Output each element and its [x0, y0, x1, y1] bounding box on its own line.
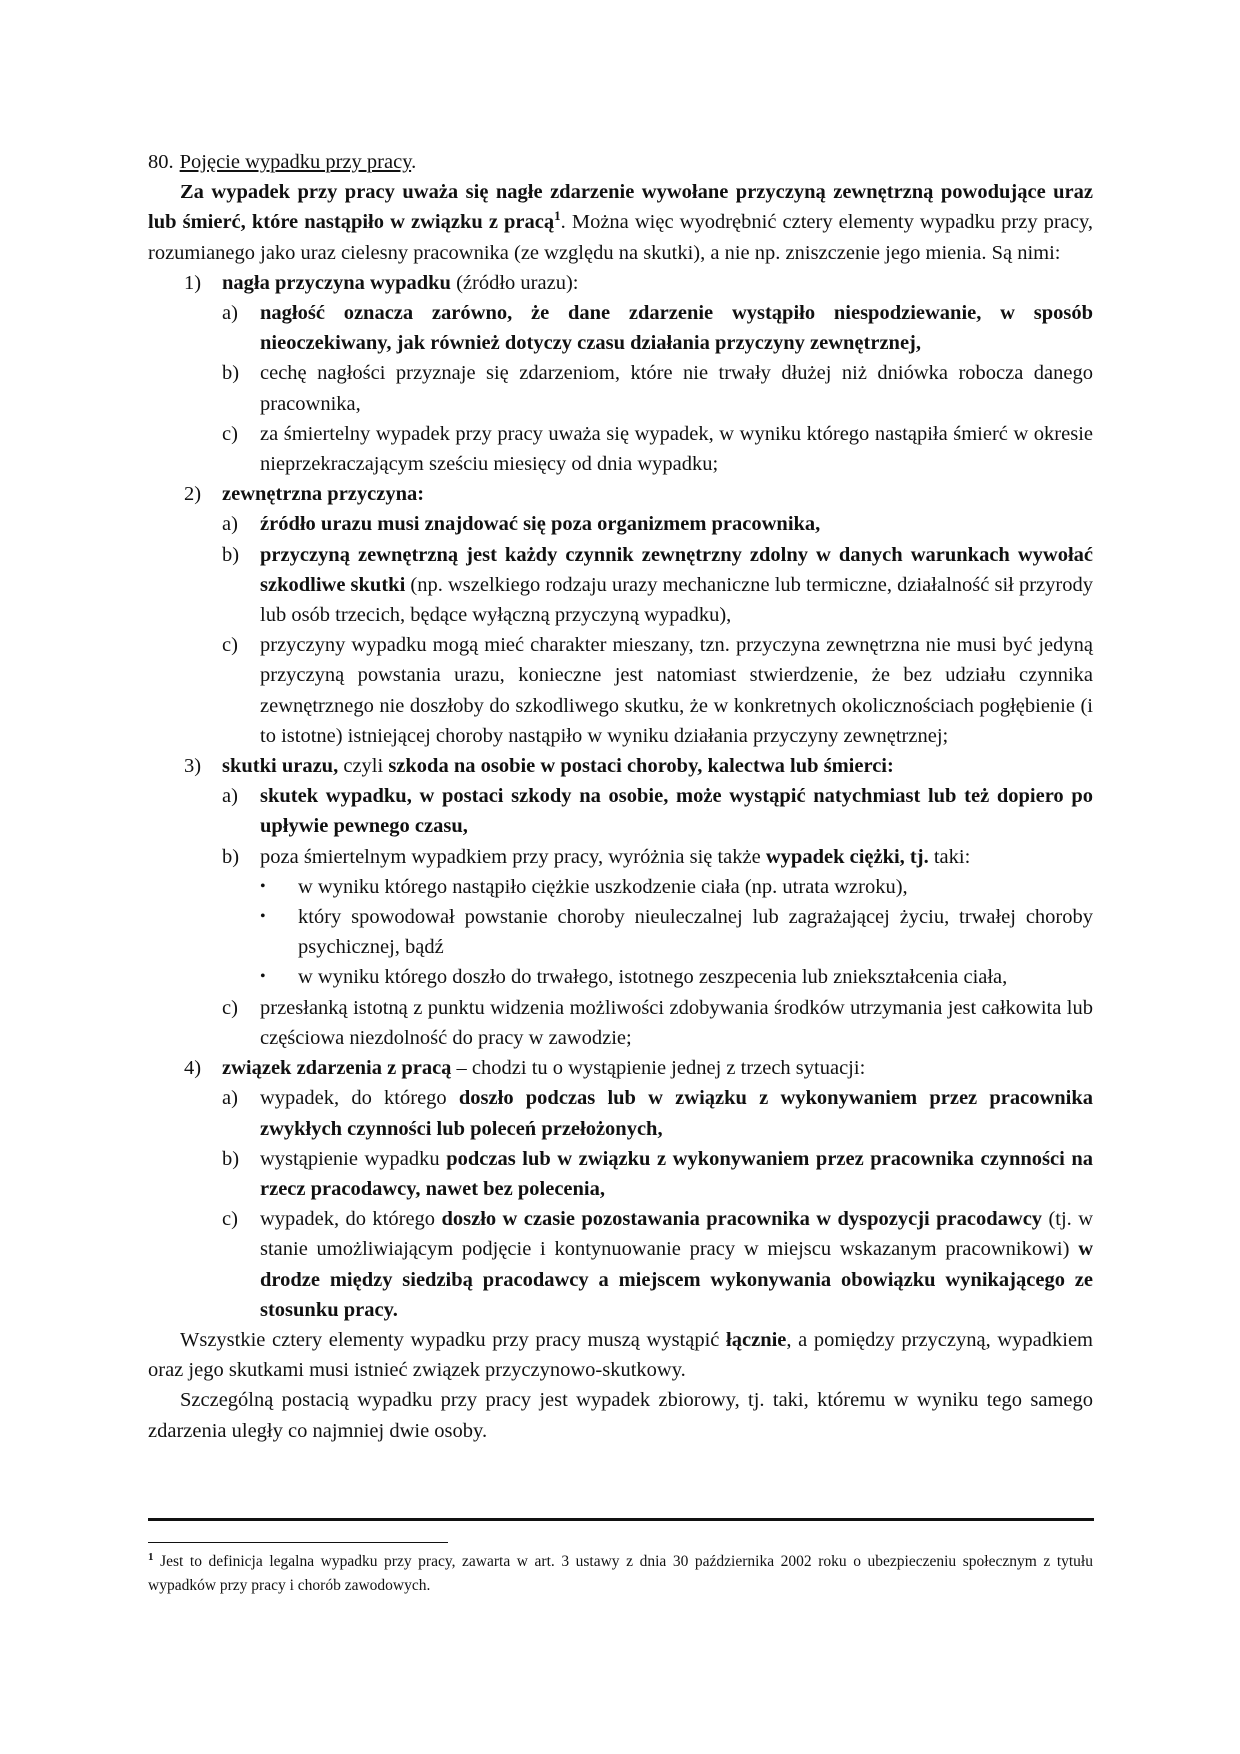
list-marker: 1): [184, 271, 202, 294]
page-divider: [148, 1518, 1094, 1521]
list-item-text: czyli: [338, 755, 389, 778]
list-marker: 2): [184, 483, 202, 506]
list-marker: a): [222, 302, 238, 325]
list-subitem-1c: [148, 419, 1093, 479]
list-subitem-1a: [148, 298, 1093, 358]
document-body: [148, 147, 1093, 1446]
intro-paragraph: [148, 177, 1093, 268]
list-subitem-4a: [148, 1083, 1093, 1143]
list-marker: 3): [184, 755, 202, 778]
list-marker: b): [222, 362, 240, 385]
closing-text-2: , a pomiędzy przyczyną, wypadkiem oraz jego skutkami musi istnieć związek przyczynowo-skutkowy.: [148, 1328, 1093, 1382]
list-marker: c): [222, 634, 238, 657]
list-item-text: (źródło urazu):: [450, 271, 579, 294]
footnote: [148, 1550, 1093, 1598]
section-title: Pojęcie wypadku przy pracy: [179, 151, 412, 173]
list-subitem-bold: podczas lub w związku z wykonywaniem przez pracownika czynności na rzecz pracodawcy, nawet bez polecenia,: [260, 1147, 1093, 1200]
bullet-text: w wyniku którego nastąpiło ciężkie uszkodzenie ciała (np. utrata wzroku),: [298, 875, 908, 898]
bullet-text: w wyniku którego doszło do trwałego, istotnego zeszpecenia lub zniekształcenia ciała,: [298, 966, 1008, 989]
closing-paragraph-1: [148, 1325, 1093, 1385]
list-subitem-3c: [148, 993, 1093, 1053]
list-subitem-text: przyczyny wypadku mogą mieć charakter mieszany, tzn. przyczyna zewnętrzna nie musi być jedyną przyczyną powstania urazu, konieczne jest natomiast stwierdzenie, że bez udziału czynnika zewnętrznego nie doszłoby do szkodliwego skutku, że w konkretnych okolicznościach pogłębienie (i to istotne) istniejącej choroby nastąpiło w wyniku działania przyczyny zewnętrznej;: [260, 634, 1093, 747]
list-subitem-3b: [148, 842, 1093, 872]
list-marker: a): [222, 1087, 238, 1110]
list-marker: 4): [184, 1057, 202, 1080]
list-subitem-2b: [148, 540, 1093, 631]
list-subitem-bold: przyczyną zewnętrzną jest każdy czynnik zewnętrzny zdolny w danych warunkach wywołać szkodliwe skutki: [260, 543, 1093, 596]
list-subitem-bold-2: w drodze między siedzibą pracodawcy a miejscem wykonywania obowiązku wynikającego ze stosunku pracy.: [260, 1238, 1093, 1321]
list-marker: c): [222, 422, 238, 445]
list-subitem-text: wypadek, do którego: [260, 1208, 442, 1231]
bullet-item-2: [148, 902, 1093, 962]
closing-bold: łącznie: [726, 1328, 787, 1351]
list-marker: a): [222, 785, 238, 808]
list-item-3: [148, 751, 1093, 781]
definition-text: Za wypadek przy pracy uważa się nagłe zdarzenie wywołane przyczyną zewnętrzną powodujące uraz lub śmierć, które nastąpiło w związku z pracą: [148, 181, 1093, 234]
list-subitem-bold: źródło urazu musi znajdować się poza organizmem pracownika,: [260, 513, 821, 536]
list-marker: b): [222, 845, 240, 868]
section-number: 80.: [148, 151, 174, 173]
list-item-bold-2: szkoda na osobie w postaci choroby, kalectwa lub śmierci:: [388, 755, 894, 778]
footnote-separator: [148, 1542, 448, 1543]
list-marker: c): [222, 1208, 238, 1231]
intro-rest: . Można więc wyodrębnić cztery elementy wypadku przy pracy, rozumianego jako uraz cielesny pracownika (ze względu na skutki), a nie np. zniszczenie jego mienia. Są nimi:: [148, 211, 1093, 264]
list-subitem-bold: wypadek ciężki, tj.: [765, 845, 929, 868]
bullet-icon: •: [260, 908, 266, 926]
list-subitem-2a: [148, 509, 1093, 539]
list-subitem-text-2: (tj. w stanie umożliwiającym podjęcie i kontynuowanie pracy w miejscu wskazanym pracownikowi): [260, 1208, 1094, 1261]
list-subitem-text: przesłanką istotną z punktu widzenia możliwości zdobywania środków utrzymania jest całkowita lub częściowa niezdolność do pracy w zawodzie;: [260, 996, 1093, 1049]
section-title-period: .: [411, 151, 417, 173]
list-marker: c): [222, 996, 238, 1019]
list-item-4: [148, 1053, 1093, 1083]
list-subitem-3a: [148, 781, 1093, 841]
list-subitem-bold: doszło podczas lub w związku z wykonywaniem przez pracownika zwykłych czynności lub poleceń przełożonych,: [260, 1087, 1094, 1140]
list-subitem-text: wystąpienie wypadku: [260, 1147, 447, 1170]
list-subitem-text: poza śmiertelnym wypadkiem przy pracy, wyróżnia się także: [260, 845, 766, 868]
bullet-icon: •: [260, 877, 266, 895]
list-subitem-text: za śmiertelny wypadek przy pracy uważa się wypadek, w wyniku którego nastąpiła śmierć w okresie nieprzekraczającym sześciu miesięcy od dnia wypadku;: [260, 422, 1093, 476]
list-marker: a): [222, 513, 238, 536]
footnote-marker: 1: [148, 1550, 154, 1563]
list-subitem-1b: [148, 358, 1093, 418]
list-subitem-4b: [148, 1144, 1093, 1204]
list-subitem-text: wypadek, do którego: [260, 1087, 459, 1110]
footnote-reference[interactable]: 1: [554, 208, 561, 224]
list-item-bold: skutki urazu,: [222, 755, 339, 778]
list-item-bold: związek zdarzenia z pracą: [222, 1057, 452, 1080]
list-item-1: [148, 268, 1093, 298]
list-subitem-text: (np. wszelkiego rodzaju urazy mechaniczne lub termiczne, działalność sił przyrody lub osób trzecich, będące wyłączną przyczyną wypadku),: [260, 573, 1093, 627]
list-subitem-bold: doszło w czasie pozostawania pracownika w dyspozycji pracodawcy: [441, 1208, 1043, 1231]
list-subitem-text: cechę nagłości przyznaje się zdarzeniom, które nie trwały dłużej niż dniówka robocza danego pracownika,: [260, 362, 1093, 415]
list-marker: b): [222, 543, 240, 566]
list-item-2: [148, 479, 1093, 509]
footnote-text: Jest to definicja legalna wypadku przy pracy, zawarta w art. 3 ustawy z dnia 30 października 2002 roku o ubezpieczeniu społecznym z tytułu wypadków przy pracy i chorób zawodowych.: [148, 1553, 1093, 1594]
list-subitem-2c: [148, 630, 1093, 751]
bullet-item-1: [148, 872, 1093, 902]
list-subitem-text-2: taki:: [928, 845, 971, 868]
bullet-icon: •: [260, 968, 266, 986]
section-heading: [148, 147, 1093, 177]
list-item-bold: zewnętrzna przyczyna:: [222, 483, 425, 506]
list-marker: b): [222, 1147, 240, 1170]
bullet-item-3: [148, 962, 1093, 992]
list-subitem-bold: nagłość oznacza zarówno, że dane zdarzenie wystąpiło niespodziewanie, w sposób nieoczekiwany, jak również dotyczy czasu działania przyczyny zewnętrznej,: [260, 302, 1093, 355]
list-subitem-bold: skutek wypadku, w postaci szkody na osobie, może wystąpić natychmiast lub też dopiero po upływie pewnego czasu,: [260, 785, 1093, 838]
list-item-text: – chodzi tu o wystąpienie jednej z trzech sytuacji:: [451, 1057, 866, 1080]
closing-paragraph-2: Szczególną postacią wypadku przy pracy jest wypadek zbiorowy, tj. taki, któremu w wyniku tego samego zdarzenia uległy co najmniej dwie osoby.: [148, 1389, 1093, 1442]
list-item-bold: nagła przyczyna wypadku: [222, 271, 451, 294]
list-subitem-4c: [148, 1204, 1093, 1325]
closing-text: Wszystkie cztery elementy wypadku przy pracy muszą wystąpić: [180, 1328, 727, 1351]
bullet-text: który spowodował powstanie choroby nieuleczalnej lub zagrażającej życiu, trwałej choroby psychicznej, bądź: [298, 906, 1093, 959]
